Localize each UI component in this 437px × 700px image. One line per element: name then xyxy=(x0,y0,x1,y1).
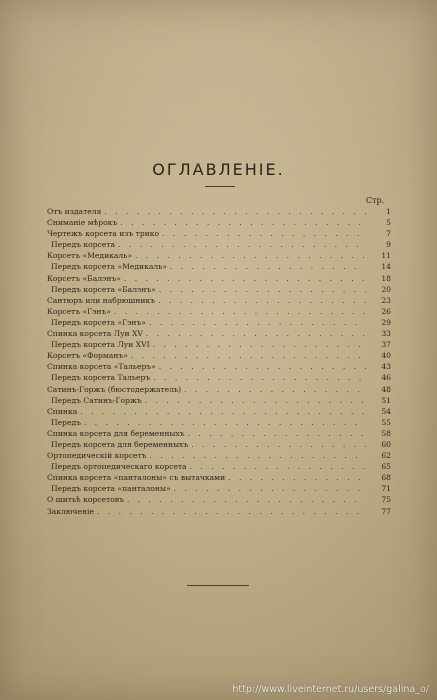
toc-entry xyxy=(47,450,391,461)
toc-entry xyxy=(47,273,391,284)
toc-entry-label: Корсетъ «Медикаль» xyxy=(47,251,133,261)
toc-dot-leader xyxy=(80,406,366,417)
toc-entry-page: 77 xyxy=(381,506,391,516)
toc-entry-label: Спинка корсета «Тальеръ» xyxy=(47,362,156,372)
toc-dot-leader xyxy=(228,472,366,483)
toc-dot-leader xyxy=(158,295,366,306)
toc-entry-label: Передъ корсета xyxy=(51,240,116,250)
toc-entry-label: Передъ ортопедическаго корсета xyxy=(51,462,187,472)
toc-entry-page: 60 xyxy=(381,439,391,449)
toc-entry-page: 71 xyxy=(381,484,391,494)
toc-entry xyxy=(47,439,391,450)
toc-entry xyxy=(47,317,391,328)
toc-entry xyxy=(47,395,391,406)
toc-entry-label: Чертежъ корсета изъ трико xyxy=(47,229,160,239)
toc-entry-page: 20 xyxy=(381,284,391,294)
toc-entry-page: 51 xyxy=(381,395,391,405)
toc-entry-label: Передъ корсета «Медикаль» xyxy=(51,262,167,272)
toc-entry-page: 65 xyxy=(381,462,391,472)
toc-dot-leader xyxy=(191,439,366,450)
toc-entry-label: Корсетъ «Балэнъ» xyxy=(47,273,121,283)
toc-entry xyxy=(47,206,391,217)
toc-entry xyxy=(47,406,391,417)
toc-entry-page: 43 xyxy=(381,362,391,372)
toc-entry xyxy=(47,350,391,361)
toc-entry xyxy=(47,361,391,372)
toc-entry-page: 14 xyxy=(381,262,391,272)
page-column-header: Стр. xyxy=(366,196,385,205)
toc-dot-leader xyxy=(153,372,366,383)
toc-entry xyxy=(47,261,391,272)
toc-entry xyxy=(47,239,391,250)
toc-entry-page: 9 xyxy=(386,240,391,250)
toc-entry-label: Передъ корсета «Балэнъ» xyxy=(51,284,156,294)
toc-entry xyxy=(47,506,391,517)
toc-entry-label: Передъ корсета «Гэнъ» xyxy=(51,317,146,327)
toc-entry xyxy=(47,428,391,439)
toc-dot-leader xyxy=(190,461,366,472)
toc-entry-page: 18 xyxy=(381,273,391,283)
toc-entry xyxy=(47,461,391,472)
toc-entry xyxy=(47,339,391,350)
toc-entry-label: Передъ Сатинъ-Горжъ xyxy=(51,395,142,405)
toc-entry-page: 23 xyxy=(381,295,391,305)
toc-entry xyxy=(47,494,391,505)
toc-entry-page: 33 xyxy=(381,329,391,339)
toc-dot-leader xyxy=(162,228,366,239)
toc-entry-label: Отъ издателя xyxy=(47,207,102,216)
toc-dot-leader xyxy=(150,450,366,461)
toc-entry-label: Спинка корсета для беременныхъ xyxy=(47,428,185,438)
toc-dot-leader xyxy=(135,250,366,261)
toc-dot-leader xyxy=(118,239,366,250)
toc-entry-page: 55 xyxy=(381,417,391,427)
toc-dot-leader xyxy=(104,206,366,217)
toc-entry-page: 37 xyxy=(381,340,391,350)
toc-dot-leader xyxy=(84,417,366,428)
toc-entry xyxy=(47,417,391,428)
toc-entry-label: Корсетъ «Гэнъ» xyxy=(47,306,111,316)
toc-entry-page: 48 xyxy=(381,384,391,394)
toc-dot-leader xyxy=(170,261,366,272)
toc-entry-label: Спинка xyxy=(47,406,78,416)
table-of-contents xyxy=(47,206,391,517)
toc-dot-leader xyxy=(145,395,366,406)
toc-entry-label: Передъ xyxy=(51,417,81,427)
page-title: ОГЛАВЛЕНІЕ. xyxy=(152,160,285,179)
toc-entry-label: Передъ корсета Тальеръ xyxy=(51,373,151,383)
toc-entry-page: 54 xyxy=(381,406,391,416)
toc-entry-label: О шитьѣ корсетовъ xyxy=(47,495,124,505)
toc-entry-label: Спинка корсета «панталоны» съ вытачками xyxy=(47,473,226,483)
toc-entry-label: Передъ корсета Луи XVI xyxy=(51,340,150,350)
toc-dot-leader xyxy=(127,494,366,505)
toc-entry-label: Ортопедическій корсетъ xyxy=(47,451,147,461)
toc-dot-leader xyxy=(174,483,366,494)
bottom-rule xyxy=(187,585,249,586)
toc-entry-label: Сантюръ или набрюшникъ xyxy=(47,295,156,305)
toc-entry xyxy=(47,384,391,395)
toc-entry-page: 68 xyxy=(381,473,391,483)
toc-dot-leader xyxy=(146,328,366,339)
toc-entry-page: 26 xyxy=(381,306,391,316)
toc-entry-page: 11 xyxy=(381,251,391,261)
toc-entry-page: 75 xyxy=(381,495,391,505)
toc-entry xyxy=(47,295,391,306)
toc-dot-leader xyxy=(114,306,366,317)
toc-entry xyxy=(47,228,391,239)
toc-entry xyxy=(47,483,391,494)
toc-dot-leader xyxy=(153,339,366,350)
toc-entry xyxy=(47,306,391,317)
toc-entry-label: Передъ корсета для беременныхъ xyxy=(51,439,189,449)
toc-entry xyxy=(47,250,391,261)
toc-entry-label: Корсетъ «Форманъ» xyxy=(47,351,128,361)
toc-entry-page: 1 xyxy=(386,207,391,216)
toc-entry-label: Сниманіе мѣрокъ xyxy=(47,218,118,228)
toc-entry-page: 46 xyxy=(381,373,391,383)
toc-entry xyxy=(47,328,391,339)
toc-entry xyxy=(47,472,391,483)
toc-entry-label: Сатинъ-Горжъ (бюстодержатель) xyxy=(47,384,182,394)
toc-entry xyxy=(47,217,391,228)
toc-entry-page: 62 xyxy=(381,451,391,461)
toc-dot-leader xyxy=(159,284,366,295)
toc-dot-leader xyxy=(184,384,366,395)
toc-entry-label: Передъ корсета «панталоны» xyxy=(51,484,171,494)
toc-entry-label: Спинка корсета Луи XV xyxy=(47,329,143,339)
toc-entry-page: 7 xyxy=(386,229,391,239)
toc-dot-leader xyxy=(131,350,366,361)
toc-dot-leader xyxy=(188,428,366,439)
toc-entry-page: 29 xyxy=(381,317,391,327)
toc-dot-leader xyxy=(97,506,366,517)
toc-entry-page: 58 xyxy=(381,428,391,438)
title-rule xyxy=(205,186,235,187)
toc-entry-page: 40 xyxy=(381,351,391,361)
watermark-url: http://www.liveinternet.ru/users/galina_o/ xyxy=(232,684,429,695)
toc-dot-leader xyxy=(120,217,366,228)
toc-entry-page: 5 xyxy=(386,218,391,228)
toc-entry xyxy=(47,372,391,383)
toc-entry xyxy=(47,284,391,295)
toc-entry-label: Заключеніе xyxy=(47,506,94,516)
toc-dot-leader xyxy=(124,273,366,284)
toc-dot-leader xyxy=(149,317,366,328)
toc-dot-leader xyxy=(159,361,366,372)
